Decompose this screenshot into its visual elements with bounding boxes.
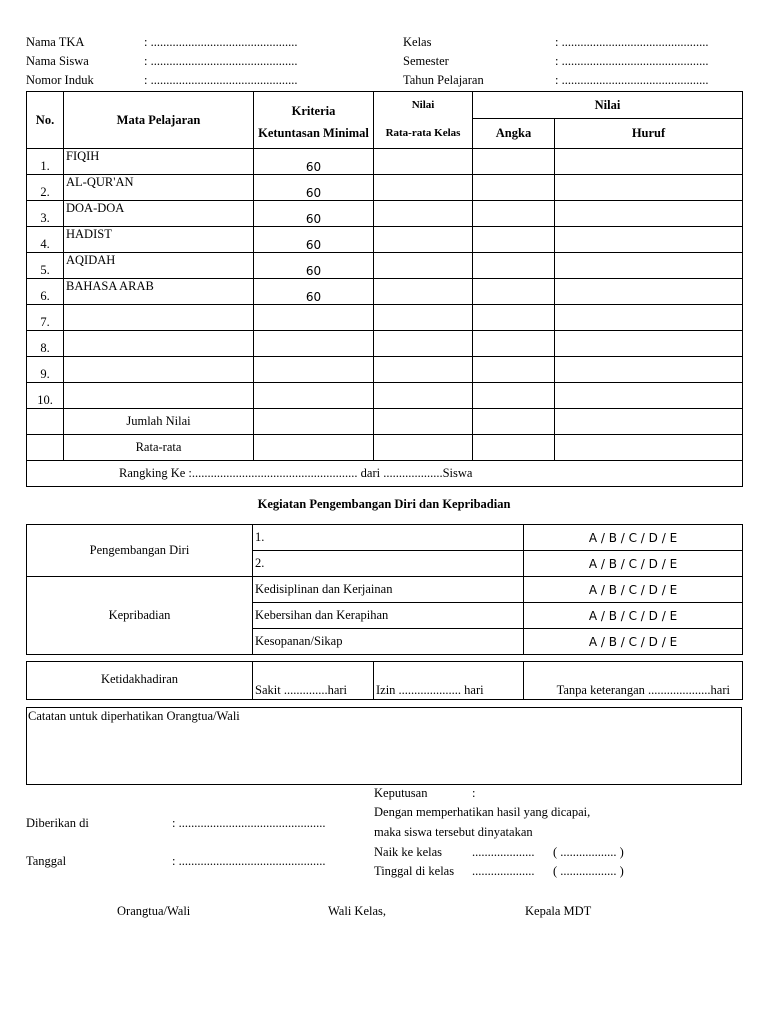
table-row <box>27 175 743 201</box>
tinggal-kelas-label: Tinggal di kelas <box>374 864 455 878</box>
col-header-kkm-top: Kriteria <box>254 92 374 119</box>
row-kkm: 60 <box>254 201 374 227</box>
row-no: 9. <box>27 357 64 383</box>
row-subject: FIQIH <box>64 149 254 175</box>
row-avg[interactable] <box>374 175 473 201</box>
diberikan-label: Diberikan di <box>26 816 89 830</box>
row-subject <box>64 357 254 383</box>
row-angka[interactable] <box>473 383 555 409</box>
row-angka[interactable] <box>473 305 555 331</box>
row-subject: BAHASA ARAB <box>64 279 254 305</box>
row-avg[interactable] <box>374 149 473 175</box>
row-subject: AL-QUR'AN <box>64 175 254 201</box>
header-label-nama-tka: Nama TKA <box>26 35 85 49</box>
kepribadian-item-3: Kesopanan/Sikap <box>253 629 524 655</box>
jumlah-huruf-cell[interactable] <box>555 409 743 435</box>
row-angka[interactable] <box>473 279 555 305</box>
row-avg[interactable] <box>374 305 473 331</box>
row-huruf[interactable] <box>555 227 743 253</box>
jumlah-no-cell <box>27 409 64 435</box>
signature-wali-kelas: Wali Kelas, <box>328 904 387 918</box>
absence-sakit[interactable]: Sakit ..............hari <box>253 662 374 700</box>
table-row <box>27 383 743 409</box>
header-label-nomor-induk: Nomor Induk <box>26 73 94 87</box>
table-row <box>27 305 743 331</box>
row-kkm <box>254 383 374 409</box>
table-row <box>27 357 743 383</box>
row-kkm <box>254 357 374 383</box>
keputusan-line-2: maka siswa tersebut dinyatakan <box>374 825 533 839</box>
signature-kepala-mdt: Kepala MDT <box>525 904 592 918</box>
col-header-kkm-bottom: Ketuntasan Minimal <box>254 119 374 149</box>
row-kkm: 60 <box>254 227 374 253</box>
kepribadian-grade-3[interactable]: A / B / C / D / E <box>524 629 743 655</box>
row-subject: DOA-DOA <box>64 201 254 227</box>
table-row <box>27 253 743 279</box>
row-angka[interactable] <box>473 357 555 383</box>
row-huruf[interactable] <box>555 201 743 227</box>
col-header-avg-top: Nilai <box>374 92 473 119</box>
rata-no-cell <box>27 435 64 461</box>
row-huruf[interactable] <box>555 331 743 357</box>
row-subject: HADIST <box>64 227 254 253</box>
row-avg[interactable] <box>374 253 473 279</box>
absence-table <box>26 661 743 700</box>
table-row <box>27 279 743 305</box>
row-no: 4. <box>27 227 64 253</box>
tanggal-value[interactable]: : ............................................... <box>172 854 326 868</box>
header-label-nama-siswa: Nama Siswa <box>26 54 89 68</box>
table-row <box>27 201 743 227</box>
signature-orangtua: Orangtua/Wali <box>117 904 191 918</box>
keputusan-line-1: Dengan memperhatikan hasil yang dicapai, <box>374 805 591 819</box>
pengembangan-grade-2[interactable]: A / B / C / D / E <box>524 551 743 577</box>
absence-label: Ketidakhadiran <box>27 662 253 700</box>
rata-kkm-cell[interactable] <box>254 435 374 461</box>
row-subject <box>64 383 254 409</box>
header-label-tahun-pelajaran: Tahun Pelajaran <box>403 73 484 87</box>
rata-angka-cell[interactable] <box>473 435 555 461</box>
tinggal-kelas-dots[interactable]: .................... <box>472 864 535 878</box>
row-kkm: 60 <box>254 253 374 279</box>
row-angka[interactable] <box>473 201 555 227</box>
rangking-row[interactable]: Rangking Ke :..................................................... dari ...................Siswa <box>27 461 743 487</box>
row-avg[interactable] <box>374 227 473 253</box>
row-no: 1. <box>27 149 64 175</box>
row-kkm <box>254 331 374 357</box>
notes-label: Catatan untuk diperhatikan Orangtua/Wali <box>28 709 240 723</box>
kepribadian-grade-1[interactable]: A / B / C / D / E <box>524 577 743 603</box>
row-huruf[interactable] <box>555 149 743 175</box>
kepribadian-grade-2[interactable]: A / B / C / D / E <box>524 603 743 629</box>
header-value-nama-siswa[interactable]: : ............................................... <box>144 54 298 68</box>
col-header-no: No. <box>27 92 64 149</box>
row-angka[interactable] <box>473 149 555 175</box>
naik-kelas-label: Naik ke kelas <box>374 845 443 859</box>
row-angka[interactable] <box>473 227 555 253</box>
pengembangan-item-2[interactable]: 2. <box>253 551 524 577</box>
pengembangan-grade-1[interactable]: A / B / C / D / E <box>524 525 743 551</box>
row-no: 3. <box>27 201 64 227</box>
header-value-tahun-pelajaran[interactable]: : ............................................... <box>555 73 709 87</box>
row-kkm: 60 <box>254 149 374 175</box>
col-header-angka: Angka <box>473 119 555 149</box>
row-huruf[interactable] <box>555 383 743 409</box>
kepribadian-label: Kepribadian <box>27 577 253 655</box>
grades-table <box>26 91 743 487</box>
diberikan-value[interactable]: : ............................................... <box>172 816 326 830</box>
jumlah-avg-cell[interactable] <box>374 409 473 435</box>
row-huruf[interactable] <box>555 357 743 383</box>
keputusan-colon: : <box>472 786 476 800</box>
row-no: 2. <box>27 175 64 201</box>
header-value-semester[interactable]: : ............................................... <box>555 54 709 68</box>
naik-kelas-dots[interactable]: .................... <box>472 845 535 859</box>
row-angka[interactable] <box>473 175 555 201</box>
rata-avg-cell[interactable] <box>374 435 473 461</box>
header-label-kelas: Kelas <box>403 35 432 49</box>
row-subject: AQIDAH <box>64 253 254 279</box>
pengembangan-label: Pengembangan Diri <box>27 525 253 577</box>
table-row <box>27 149 743 175</box>
development-table <box>26 524 743 655</box>
row-subject <box>64 305 254 331</box>
tinggal-kelas-paren[interactable]: ( .................. ) <box>553 864 624 878</box>
row-huruf[interactable] <box>555 253 743 279</box>
table-row <box>27 227 743 253</box>
notes-box[interactable] <box>26 707 742 785</box>
row-huruf[interactable] <box>555 175 743 201</box>
rata-label: Rata-rata <box>64 435 254 461</box>
section-title: Kegiatan Pengembangan Diri dan Kepribadian <box>257 497 511 511</box>
row-no: 5. <box>27 253 64 279</box>
kepribadian-item-2: Kebersihan dan Kerapihan <box>253 603 524 629</box>
absence-izin[interactable]: Izin .................... hari <box>374 662 524 700</box>
row-subject <box>64 331 254 357</box>
col-header-subject: Mata Pelajaran <box>64 92 254 149</box>
jumlah-label: Jumlah Nilai <box>64 409 254 435</box>
row-avg[interactable] <box>374 279 473 305</box>
jumlah-angka-cell[interactable] <box>473 409 555 435</box>
jumlah-kkm-cell[interactable] <box>254 409 374 435</box>
row-avg[interactable] <box>374 201 473 227</box>
row-kkm: 60 <box>254 175 374 201</box>
row-kkm <box>254 305 374 331</box>
row-angka[interactable] <box>473 331 555 357</box>
row-no: 6. <box>27 279 64 305</box>
tanggal-label: Tanggal <box>26 854 67 868</box>
col-header-huruf: Huruf <box>555 119 743 149</box>
row-huruf[interactable] <box>555 305 743 331</box>
pengembangan-item-1[interactable]: 1. <box>253 525 524 551</box>
header-value-kelas[interactable]: : ............................................... <box>555 35 709 49</box>
row-huruf[interactable] <box>555 279 743 305</box>
col-header-avg-bottom: Rata-rata Kelas <box>374 119 473 149</box>
row-kkm: 60 <box>254 279 374 305</box>
row-no: 7. <box>27 305 64 331</box>
row-avg[interactable] <box>374 357 473 383</box>
row-avg[interactable] <box>374 383 473 409</box>
header-label-semester: Semester <box>403 54 449 68</box>
row-angka[interactable] <box>473 253 555 279</box>
naik-kelas-paren[interactable]: ( .................. ) <box>553 845 624 859</box>
absence-tanpa-keterangan[interactable]: Tanpa keterangan ....................hari <box>524 662 743 700</box>
header-value-nama-tka[interactable]: : ............................................... <box>144 35 298 49</box>
table-row <box>27 331 743 357</box>
header-value-nomor-induk[interactable]: : ............................................... <box>144 73 298 87</box>
row-no: 8. <box>27 331 64 357</box>
row-no: 10. <box>27 383 64 409</box>
keputusan-label: Keputusan <box>374 786 428 800</box>
kepribadian-item-1: Kedisiplinan dan Kerjainan <box>253 577 524 603</box>
row-avg[interactable] <box>374 331 473 357</box>
rata-huruf-cell[interactable] <box>555 435 743 461</box>
col-header-nilai: Nilai <box>473 92 743 119</box>
